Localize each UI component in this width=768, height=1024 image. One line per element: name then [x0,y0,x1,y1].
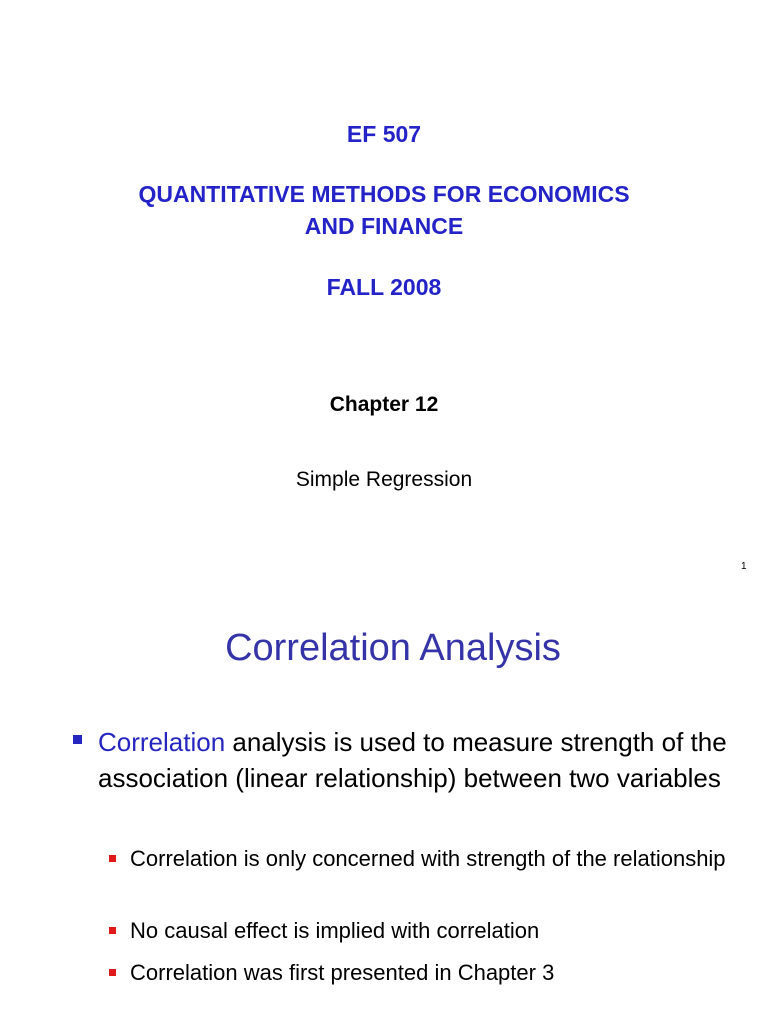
chapter-label: Chapter 12 [329,393,439,416]
sub-bullet-text: Correlation is only concerned with strength of the relationship [130,846,726,871]
page-number: 1 [741,561,747,572]
course-title-line-2: AND FINANCE [304,213,464,239]
sub-bullet [130,916,730,945]
square-bullet-icon [109,855,116,862]
course-term: FALL 2008 [326,274,442,300]
chapter-subtitle: Simple Regression [295,468,473,491]
main-bullet [98,724,738,796]
sub-bullet-text: No causal effect is implied with correlation [130,918,540,943]
course-title-line-1: QUANTITATIVE METHODS FOR ECONOMICS [138,181,630,207]
sub-bullet [130,844,730,873]
slide-title: Correlation Analysis [225,627,561,669]
sub-bullet [130,958,730,987]
course-code: EF 507 [346,121,422,147]
sub-bullet-text: Correlation was first presented in Chapter 3 [130,960,555,985]
square-bullet-icon [73,735,82,744]
main-bullet-highlight: Correlation [98,727,226,757]
main-bullet-text: analysis is used to measure strength of the association (linear relationship) between two variables [98,727,727,793]
slide-2 [0,590,768,1024]
square-bullet-icon [109,927,116,934]
square-bullet-icon [109,969,116,976]
